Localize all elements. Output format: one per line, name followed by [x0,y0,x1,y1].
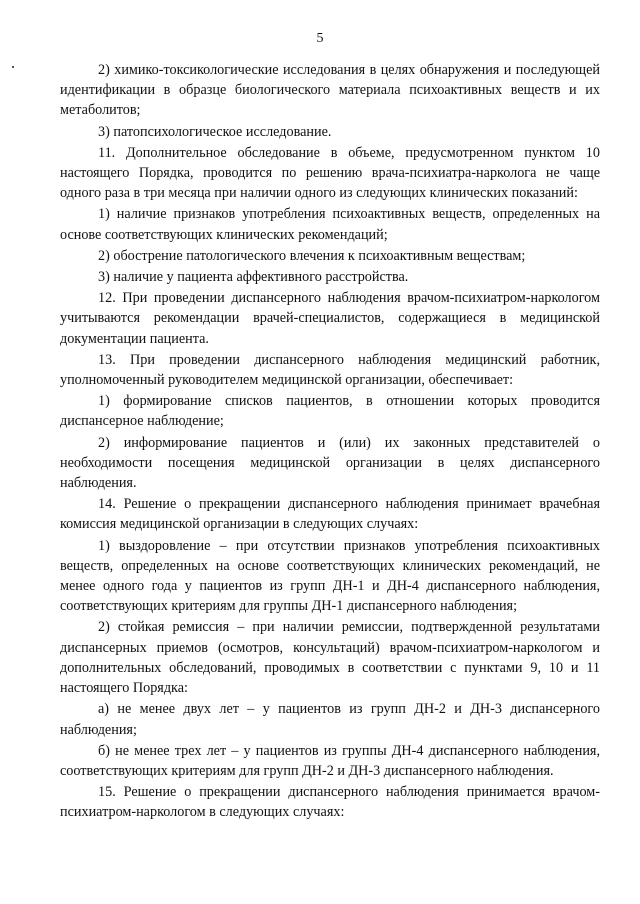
paragraph-clause-11-item-3: 3) наличие у пациента аффективного расстройства. [98,269,409,286]
paragraph-clause-11-item-1: 1) наличие признаков употребления психоактивных веществ, определенных на основе соответствующих клинических рекомендаций; [60,206,600,243]
paragraph-clause-14: 14. Решение о прекращении диспансерного наблюдения принимает врачебная комиссия медицинской организации в следующих случаях: [60,496,600,533]
scan-speck [12,66,14,68]
paragraph-item-3-pathopsychology: 3) патопсихологическое исследование. [98,123,332,140]
paragraph-clause-14-subitem-a: а) не менее двух лет – у пациентов из групп ДН-2 и ДН-3 диспансерного наблюдения; [60,701,600,738]
paragraph-item-2-chemical-toxicology: 2) химико-токсикологические исследования в целях обнаружения и последующей идентификации в образце биологического материала психоактивных веществ и их метаболитов; [60,62,600,119]
paragraph-clause-13-item-2: 2) информирование пациентов и (или) их законных представителей о необходимости посещения медицинской организации в целях диспансерного наблюдения. [60,434,600,492]
paragraph-clause-13: 13. При проведении диспансерного наблюдения медицинский работник, уполномоченный руководителем медицинской организации, обеспечивает: [60,351,600,389]
page-number: 5 [316,31,324,46]
paragraph-clause-11: 11. Дополнительное обследование в объеме, предусмотренном пунктом 10 настоящего Порядка, проводится по решению врача-психиатра-нарколога не чаще одного раза в три месяца при наличии одного из следующих клинических показаний: [60,144,600,202]
paragraph-clause-11-item-2: 2) обострение патологического влечения к психоактивным веществам; [98,247,526,264]
paragraph-clause-12: 12. При проведении диспансерного наблюдения врачом-психиатром-наркологом учитываются рекомендации врачей-специалистов, содержащиеся в медицинской документации пациента. [60,290,600,347]
paragraph-clause-13-item-1: 1) формирование списков пациентов, в отношении которых проводится диспансерное наблюдение; [60,393,600,430]
paragraph-clause-14-item-2: 2) стойкая ремиссия – при наличии ремиссии, подтвержденной результатами диспансерных приемов (осмотров, консультаций) врачом-психиатром-наркологом и дополнительных обследований, проводимых в соответствии с пунктами 9, 10 и 11 настоящего Порядка: [60,619,600,697]
paragraph-clause-14-subitem-b: б) не менее трех лет – у пациентов из группы ДН-4 диспансерного наблюдения, соответствующих критериям для групп ДН-2 и ДН-3 диспансерного наблюдения. [60,742,600,779]
paragraph-clause-15: 15. Решение о прекращении диспансерного наблюдения принимается врачом-психиатром-наркологом в следующих случаях: [60,784,600,821]
document-body [60,60,600,824]
paragraph-clause-14-item-1: 1) выздоровление – при отсутствии признаков употребления психоактивных веществ, определенных на основе соответствующих клинических рекомендаций, не менее одного года у пациентов из групп ДН-1 и ДН-4 диспансерного наблюдения, соответствующих критериям для группы ДН-1 диспансерного наблюдения; [60,537,600,615]
